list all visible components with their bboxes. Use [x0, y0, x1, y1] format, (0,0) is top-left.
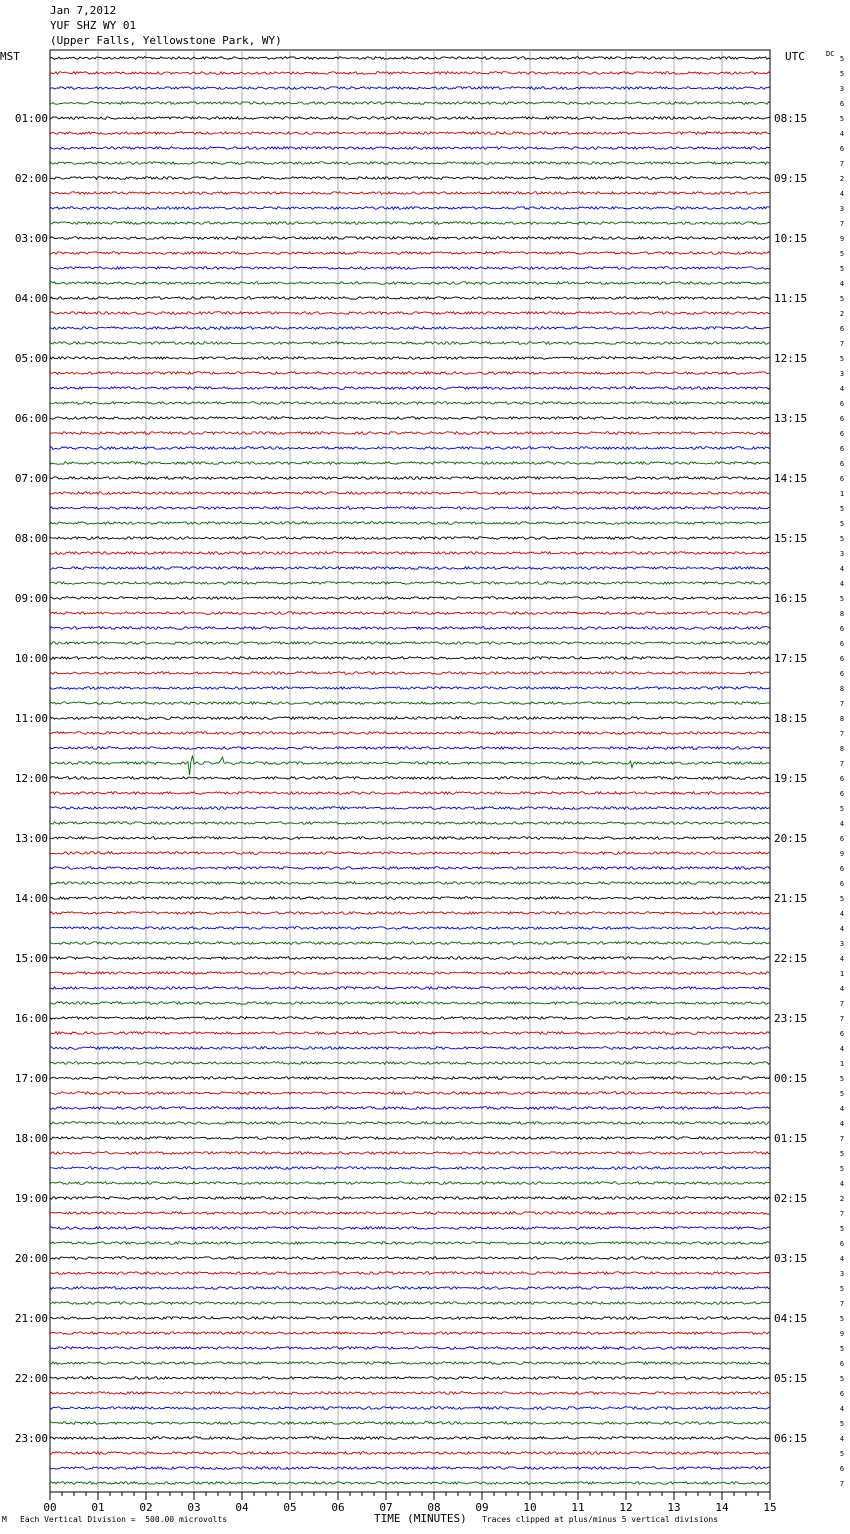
dc-offset-value: 4 — [839, 1435, 845, 1443]
utc-hour-labels — [774, 112, 807, 1445]
x-tick-label: 11 — [571, 1501, 585, 1514]
mst-hour-label: 10:00 — [14, 652, 48, 665]
trace-82 — [50, 1287, 770, 1290]
dc-offset-value: 2 — [839, 175, 845, 183]
time-axis — [43, 1492, 776, 1514]
trace-59 — [50, 942, 770, 945]
trace-50 — [50, 807, 770, 810]
dc-offset-value: 3 — [839, 85, 845, 93]
trace-7 — [50, 162, 770, 165]
trace-85 — [50, 1332, 770, 1335]
dc-offset-value: 6 — [839, 1030, 845, 1038]
x-tick-label: 00 — [43, 1501, 57, 1514]
mst-hour-label: 20:00 — [14, 1252, 48, 1265]
trace-14 — [50, 267, 770, 270]
trace-46 — [50, 747, 770, 750]
utc-hour-label: 01:15 — [774, 1132, 808, 1145]
trace-87 — [50, 1362, 770, 1365]
trace-28 — [50, 477, 770, 480]
mst-hour-label: 22:00 — [14, 1372, 48, 1385]
dc-offset-value: 5 — [839, 265, 845, 273]
dc-offset-value: 8 — [839, 715, 845, 723]
dc-label: DC — [826, 50, 835, 58]
trace-37 — [50, 612, 770, 615]
trace-67 — [50, 1062, 770, 1065]
mst-hour-labels — [15, 112, 48, 1445]
trace-84 — [50, 1317, 770, 1320]
mst-hour-label: 14:00 — [14, 892, 48, 905]
trace-61 — [50, 972, 770, 975]
trace-12 — [50, 237, 770, 240]
dc-offset-value: 6 — [839, 775, 845, 783]
trace-0 — [50, 57, 770, 60]
dc-offset-value: 6 — [839, 880, 845, 888]
x-tick-label: 01 — [91, 1501, 105, 1514]
dc-offset-value: 4 — [839, 1105, 845, 1113]
trace-45 — [50, 732, 770, 735]
dc-offset-value: 5 — [839, 250, 845, 258]
trace-35 — [50, 582, 770, 585]
dc-offset-value: 6 — [839, 430, 845, 438]
dc-offset-value: 6 — [839, 670, 845, 678]
trace-18 — [50, 327, 770, 330]
mst-hour-label: 06:00 — [14, 412, 48, 425]
trace-55 — [50, 882, 770, 885]
trace-94 — [50, 1467, 770, 1470]
trace-77 — [50, 1212, 770, 1215]
dc-offset-value: 5 — [839, 1345, 845, 1353]
dc-offset-value: 6 — [839, 475, 845, 483]
trace-78 — [50, 1227, 770, 1230]
dc-offset-value: 7 — [839, 1015, 845, 1023]
x-tick-label: 09 — [475, 1501, 489, 1514]
location-label: (Upper Falls, Yellowstone Park, WY) — [50, 34, 282, 47]
utc-hour-label: 13:15 — [774, 412, 808, 425]
dc-offset-value: 8 — [839, 685, 845, 693]
trace-31 — [50, 522, 770, 525]
clip-note: Traces clipped at plus/minus 5 vertical divisions — [482, 1515, 719, 1524]
mst-hour-label: 13:00 — [14, 832, 48, 845]
dc-offset-value: 5 — [839, 1165, 845, 1173]
dc-offset-value: 7 — [839, 760, 845, 768]
dc-offset-value: 6 — [839, 415, 845, 423]
trace-23 — [50, 402, 770, 405]
trace-52 — [50, 837, 770, 840]
x-tick-label: 13 — [667, 1501, 681, 1514]
dc-offset-value: 4 — [839, 1255, 845, 1263]
trace-66 — [50, 1047, 770, 1050]
dc-offset-value: 5 — [839, 505, 845, 513]
dc-offset-value: 5 — [839, 55, 845, 63]
utc-hour-label: 11:15 — [774, 292, 808, 305]
trace-26 — [50, 447, 770, 450]
trace-40 — [50, 657, 770, 660]
x-tick-label: 10 — [523, 1501, 537, 1514]
dc-offset-value: 4 — [839, 565, 845, 573]
dc-offset-value: 3 — [839, 940, 845, 948]
dc-offset-value: 7 — [839, 1480, 845, 1488]
trace-38 — [50, 627, 770, 630]
trace-6 — [50, 147, 770, 150]
dc-offset-value: 7 — [839, 1000, 845, 1008]
trace-80 — [50, 1257, 770, 1260]
trace-33 — [50, 552, 770, 555]
trace-11 — [50, 222, 770, 225]
trace-73 — [50, 1152, 770, 1155]
dc-offset-value: 4 — [839, 280, 845, 288]
trace-65 — [50, 1032, 770, 1035]
utc-hour-label: 18:15 — [774, 712, 808, 725]
utc-hour-label: 06:15 — [774, 1432, 808, 1445]
trace-76 — [50, 1197, 770, 1200]
trace-19 — [50, 342, 770, 345]
x-tick-label: 06 — [331, 1501, 345, 1514]
trace-75 — [50, 1182, 770, 1185]
x-tick-label: 02 — [139, 1501, 153, 1514]
utc-hour-label: 20:15 — [774, 832, 808, 845]
trace-95 — [50, 1482, 770, 1485]
dc-offset-value: 6 — [839, 1360, 845, 1368]
dc-offset-value: 4 — [839, 190, 845, 198]
trace-42 — [50, 687, 770, 690]
trace-43 — [50, 702, 770, 705]
seismic-traces — [50, 57, 770, 1485]
dc-offset-value: 3 — [839, 550, 845, 558]
trace-93 — [50, 1452, 770, 1455]
dc-offset-value: 7 — [839, 340, 845, 348]
x-tick-label: 04 — [235, 1501, 249, 1514]
dc-offset-value: 5 — [839, 535, 845, 543]
dc-offset-value: 2 — [839, 310, 845, 318]
dc-offset-value: 1 — [839, 970, 845, 978]
dc-offset-value: 6 — [839, 145, 845, 153]
dc-offset-value: 4 — [839, 130, 845, 138]
trace-92 — [50, 1437, 770, 1440]
trace-74 — [50, 1167, 770, 1170]
trace-1 — [50, 72, 770, 75]
dc-offset-value: 4 — [839, 1405, 845, 1413]
trace-72 — [50, 1137, 770, 1140]
mst-hour-label: 21:00 — [14, 1312, 48, 1325]
dc-offset-value: 3 — [839, 370, 845, 378]
trace-56 — [50, 897, 770, 900]
utc-hour-label: 04:15 — [774, 1312, 808, 1325]
dc-offset-value: 5 — [839, 1450, 845, 1458]
trace-88 — [50, 1377, 770, 1380]
dc-offset-value: 9 — [839, 850, 845, 858]
mst-hour-label: 09:00 — [14, 592, 48, 605]
trace-32 — [50, 537, 770, 540]
utc-hour-label: 15:15 — [774, 532, 808, 545]
utc-hour-label: 21:15 — [774, 892, 808, 905]
trace-20 — [50, 357, 770, 360]
utc-hour-label: 17:15 — [774, 652, 808, 665]
dc-offset-value: 6 — [839, 400, 845, 408]
dc-offset-value: 4 — [839, 910, 845, 918]
mst-hour-label: 15:00 — [14, 952, 48, 965]
corner-mark: M — [2, 1515, 7, 1524]
mst-hour-label: 02:00 — [14, 172, 48, 185]
dc-offset-value: 9 — [839, 235, 845, 243]
trace-29 — [50, 492, 770, 495]
dc-offset-value: 7 — [839, 1135, 845, 1143]
utc-hour-label: 22:15 — [774, 952, 808, 965]
dc-offset-value: 5 — [839, 805, 845, 813]
dc-offset-value: 4 — [839, 985, 845, 993]
mst-zone-label: MST — [0, 50, 20, 63]
dc-offset-value: 4 — [839, 925, 845, 933]
dc-offset-value: 6 — [839, 325, 845, 333]
dc-offset-value: 7 — [839, 730, 845, 738]
trace-39 — [50, 642, 770, 645]
utc-hour-label: 00:15 — [774, 1072, 808, 1085]
dc-offset-value: 5 — [839, 355, 845, 363]
trace-48 — [50, 777, 770, 780]
dc-offset-value: 6 — [839, 835, 845, 843]
utc-zone-label: UTC — [785, 50, 805, 63]
trace-21 — [50, 372, 770, 375]
dc-offset-value: 6 — [839, 625, 845, 633]
trace-58 — [50, 927, 770, 930]
mst-hour-label: 08:00 — [14, 532, 48, 545]
mst-hour-label: 01:00 — [14, 112, 48, 125]
trace-62 — [50, 987, 770, 990]
dc-offset-value: 6 — [839, 790, 845, 798]
trace-91 — [50, 1422, 770, 1425]
dc-offset-value: 6 — [839, 865, 845, 873]
dc-offset-value: 4 — [839, 1120, 845, 1128]
utc-hour-label: 08:15 — [774, 112, 808, 125]
x-tick-label: 12 — [619, 1501, 633, 1514]
trace-36 — [50, 597, 770, 600]
station-label: YUF SHZ WY 01 — [50, 19, 137, 32]
dc-offset-value: 4 — [839, 1180, 845, 1188]
x-tick-label: 05 — [283, 1501, 297, 1514]
x-axis-title: TIME (MINUTES) — [374, 1512, 467, 1525]
trace-54 — [50, 867, 770, 870]
utc-hour-label: 02:15 — [774, 1192, 808, 1205]
trace-22 — [50, 387, 770, 390]
trace-51 — [50, 822, 770, 825]
mst-hour-label: 12:00 — [14, 772, 48, 785]
mst-hour-label: 04:00 — [14, 292, 48, 305]
trace-13 — [50, 252, 770, 255]
trace-81 — [50, 1272, 770, 1275]
dc-offset-value: 3 — [839, 1270, 845, 1278]
trace-44 — [50, 717, 770, 720]
mst-hour-label: 19:00 — [14, 1192, 48, 1205]
utc-hour-label: 14:15 — [774, 472, 808, 485]
trace-24 — [50, 417, 770, 420]
utc-hour-label: 12:15 — [774, 352, 808, 365]
dc-offset-value: 5 — [839, 595, 845, 603]
dc-offset-value: 8 — [839, 610, 845, 618]
trace-2 — [50, 87, 770, 90]
trace-68 — [50, 1077, 770, 1080]
trace-57 — [50, 912, 770, 915]
trace-86 — [50, 1347, 770, 1350]
utc-hour-label: 19:15 — [774, 772, 808, 785]
utc-hour-label: 10:15 — [774, 232, 808, 245]
dc-offset-value: 5 — [839, 520, 845, 528]
dc-offset-value: 5 — [839, 1075, 845, 1083]
dc-offset-value: 7 — [839, 160, 845, 168]
trace-30 — [50, 507, 770, 510]
dc-offset-value: 9 — [839, 1330, 845, 1338]
utc-hour-label: 05:15 — [774, 1372, 808, 1385]
dc-offset-value: 6 — [839, 1240, 845, 1248]
dc-offset-value: 5 — [839, 1225, 845, 1233]
dc-offset-value: 8 — [839, 745, 845, 753]
mst-hour-label: 05:00 — [14, 352, 48, 365]
trace-69 — [50, 1092, 770, 1095]
dc-offset-value: 7 — [839, 700, 845, 708]
trace-34 — [50, 567, 770, 570]
trace-41 — [50, 672, 770, 675]
dc-offset-value: 5 — [839, 1090, 845, 1098]
x-tick-label: 03 — [187, 1501, 201, 1514]
scale-note: Each Vertical Division = 500.00 microvolts — [20, 1515, 228, 1524]
trace-27 — [50, 462, 770, 465]
dc-offset-value: 6 — [839, 445, 845, 453]
dc-offset-value: 7 — [839, 1210, 845, 1218]
mst-hour-label: 03:00 — [14, 232, 48, 245]
trace-90 — [50, 1407, 770, 1410]
utc-hour-label: 23:15 — [774, 1012, 808, 1025]
dc-offset-value: 6 — [839, 655, 845, 663]
mst-hour-label: 18:00 — [14, 1132, 48, 1145]
dc-offset-value: 6 — [839, 640, 845, 648]
dc-offset-value: 3 — [839, 205, 845, 213]
dc-offset-value: 5 — [839, 1315, 845, 1323]
mst-hour-label: 23:00 — [14, 1432, 48, 1445]
dc-offset-value: 4 — [839, 1045, 845, 1053]
date-label: Jan 7,2012 — [50, 4, 117, 17]
dc-offset-value: 7 — [839, 1300, 845, 1308]
mst-hour-label: 17:00 — [14, 1072, 48, 1085]
x-tick-label: 15 — [763, 1501, 777, 1514]
trace-60 — [50, 957, 770, 960]
trace-83 — [50, 1302, 770, 1305]
trace-47 — [50, 756, 770, 776]
dc-offset-labels — [840, 55, 844, 1488]
mst-hour-label: 11:00 — [14, 712, 48, 725]
dc-offset-value: 2 — [839, 1195, 845, 1203]
dc-offset-value: 6 — [839, 100, 845, 108]
x-tick-label: 14 — [715, 1501, 729, 1514]
trace-64 — [50, 1017, 770, 1020]
dc-offset-value: 1 — [839, 1060, 845, 1068]
trace-5 — [50, 132, 770, 135]
trace-15 — [50, 282, 770, 285]
dc-offset-value: 5 — [839, 295, 845, 303]
trace-8 — [50, 177, 770, 180]
trace-70 — [50, 1107, 770, 1110]
trace-4 — [50, 117, 770, 120]
trace-9 — [50, 192, 770, 195]
dc-offset-value: 7 — [839, 220, 845, 228]
dc-offset-value: 1 — [839, 490, 845, 498]
dc-offset-value: 4 — [839, 580, 845, 588]
trace-53 — [50, 852, 770, 855]
dc-offset-value: 6 — [839, 1465, 845, 1473]
trace-25 — [50, 432, 770, 435]
dc-offset-value: 5 — [839, 1285, 845, 1293]
dc-offset-value: 5 — [839, 115, 845, 123]
utc-hour-label: 03:15 — [774, 1252, 808, 1265]
dc-offset-value: 6 — [839, 1390, 845, 1398]
utc-hour-label: 16:15 — [774, 592, 808, 605]
x-tick-label: 08 — [427, 1501, 441, 1514]
trace-49 — [50, 792, 770, 795]
x-tick-label: 07 — [379, 1501, 393, 1514]
dc-offset-value: 5 — [839, 1150, 845, 1158]
dc-offset-value: 5 — [839, 70, 845, 78]
dc-offset-value: 5 — [839, 1420, 845, 1428]
dc-offset-value: 5 — [839, 895, 845, 903]
trace-3 — [50, 102, 770, 105]
minute-gridlines — [98, 50, 722, 1492]
utc-hour-label: 09:15 — [774, 172, 808, 185]
trace-79 — [50, 1242, 770, 1245]
mst-hour-label: 16:00 — [14, 1012, 48, 1025]
trace-63 — [50, 1002, 770, 1005]
trace-17 — [50, 312, 770, 315]
dc-offset-value: 5 — [839, 1375, 845, 1383]
trace-71 — [50, 1122, 770, 1125]
dc-offset-value: 4 — [839, 820, 845, 828]
dc-offset-value: 4 — [839, 385, 845, 393]
dc-offset-value: 4 — [839, 955, 845, 963]
trace-16 — [50, 297, 770, 300]
trace-89 — [50, 1392, 770, 1395]
mst-hour-label: 07:00 — [14, 472, 48, 485]
trace-10 — [50, 207, 770, 210]
dc-offset-value: 6 — [839, 460, 845, 468]
